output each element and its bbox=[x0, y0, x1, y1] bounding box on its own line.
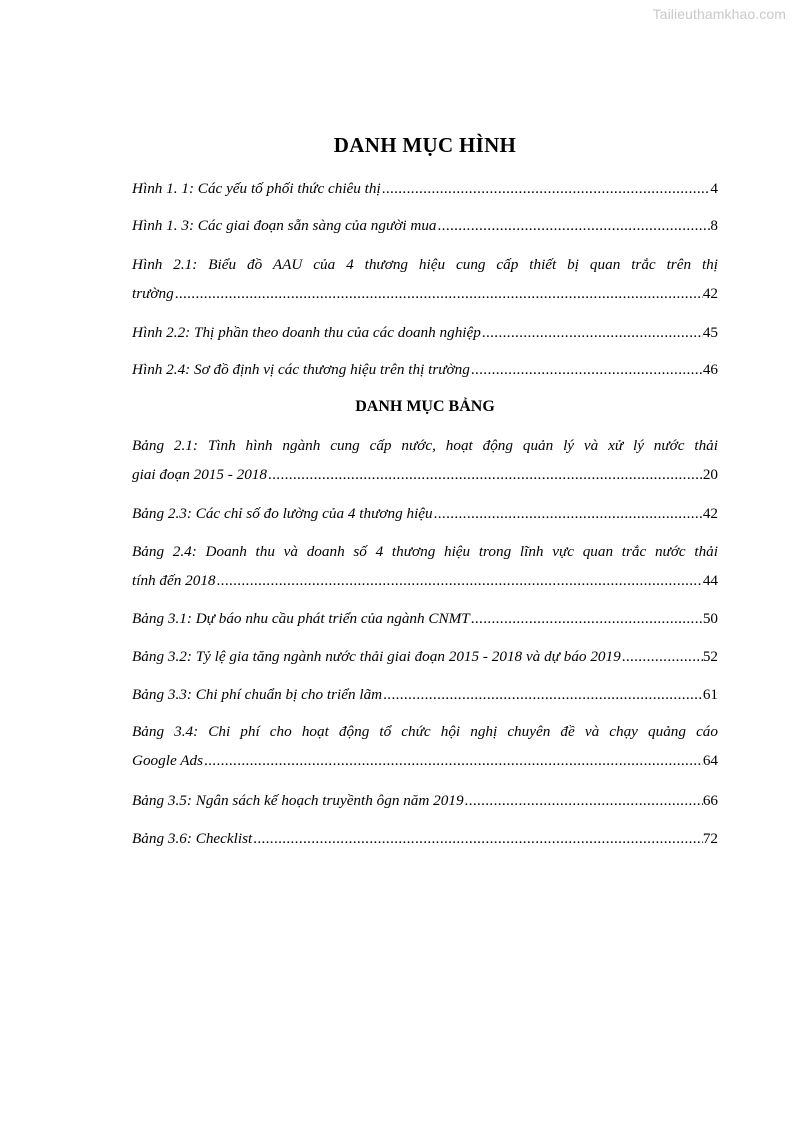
entry-title: Hình 2.2: Thị phần theo doanh thu của các doanh nghiệp bbox=[132, 324, 481, 341]
table-entry-2-3[interactable] bbox=[132, 499, 718, 528]
figure-entry-1-3[interactable] bbox=[132, 211, 718, 240]
entry-title-line2: trường bbox=[132, 285, 174, 302]
entry-title: Bảng 3.6: Checklist bbox=[132, 830, 253, 847]
figures-list-title: DANH MỤC HÌNH bbox=[333, 133, 517, 157]
dot-leader bbox=[621, 642, 703, 671]
entry-title: Bảng 3.5: Ngân sách kế hoạch truyềnth ôgn năm 2019 bbox=[132, 792, 464, 809]
entry-title: Hình 1. 3: Các giai đoạn sẵn sàng của người mua bbox=[132, 217, 437, 234]
table-entry-2-1[interactable] bbox=[132, 431, 718, 489]
entry-title: Hình 1. 1: Các yếu tố phối thức chiêu thị bbox=[132, 180, 381, 197]
dot-leader bbox=[203, 746, 703, 775]
page-number: 42 bbox=[702, 285, 718, 302]
table-entry-3-1[interactable] bbox=[132, 604, 718, 633]
entry-title: Bảng 3.2: Tỷ lệ gia tăng ngành nước thải giai đoạn 2015 - 2018 và dự báo 2019 bbox=[132, 648, 621, 665]
page-number: 61 bbox=[702, 686, 718, 703]
dot-leader bbox=[252, 824, 703, 853]
page-number: 72 bbox=[702, 830, 718, 847]
dot-leader bbox=[437, 211, 711, 240]
page-number: 20 bbox=[702, 466, 718, 483]
entry-title-line2: tính đến 2018 bbox=[132, 572, 216, 589]
page-number: 64 bbox=[702, 752, 718, 769]
tables-list-title: DANH MỤC BẢNG bbox=[355, 398, 495, 415]
dot-leader bbox=[481, 318, 703, 347]
table-entry-3-6[interactable] bbox=[132, 824, 718, 853]
entry-title: Bảng 3.1: Dự báo nhu cầu phát triển của ngành CNMT bbox=[132, 610, 470, 627]
entry-title: Bảng 2.3: Các chỉ số đo lường của 4 thương hiệu bbox=[132, 505, 433, 522]
table-entry-3-5[interactable] bbox=[132, 786, 718, 815]
dot-leader bbox=[464, 786, 703, 815]
entry-title-line1: Bảng 2.1: Tình hình ngành cung cấp nước, hoạt động quản lý và xử lý nước thải bbox=[132, 437, 718, 454]
figure-entry-2-4[interactable] bbox=[132, 355, 718, 384]
table-entry-3-4[interactable] bbox=[132, 717, 718, 775]
entry-title-line1: Bảng 3.4: Chi phí cho hoạt động tổ chức hội nghị chuyên đề và chạy quảng cáo bbox=[132, 723, 718, 740]
entry-title: Bảng 3.3: Chi phí chuẩn bị cho triển lãm bbox=[132, 686, 383, 703]
page-number: 52 bbox=[702, 648, 718, 665]
table-entry-2-4[interactable] bbox=[132, 537, 718, 595]
table-entry-3-2[interactable] bbox=[132, 642, 718, 671]
entry-title-line2: giai đoạn 2015 - 2018 bbox=[132, 466, 267, 483]
dot-leader bbox=[433, 499, 703, 528]
dot-leader bbox=[382, 680, 703, 709]
table-entry-3-3[interactable] bbox=[132, 680, 718, 709]
page-number: 42 bbox=[702, 505, 718, 522]
dot-leader bbox=[470, 604, 703, 633]
page-number: 46 bbox=[702, 361, 718, 378]
entry-title-line1: Bảng 2.4: Doanh thu và doanh số 4 thương hiệu trong lĩnh vực quan trắc nước thải bbox=[132, 543, 718, 560]
dot-leader bbox=[267, 460, 703, 489]
entry-title-line1: Hình 2.1: Biểu đồ AAU của 4 thương hiệu cung cấp thiết bị quan trắc trên thị bbox=[132, 256, 718, 273]
figure-entry-2-2[interactable] bbox=[132, 318, 718, 347]
figure-entry-2-1[interactable] bbox=[132, 250, 718, 308]
page-number: 4 bbox=[710, 180, 718, 197]
page-number: 45 bbox=[702, 324, 718, 341]
entry-title: Hình 2.4: Sơ đồ định vị các thương hiệu trên thị trường bbox=[132, 361, 470, 378]
watermark: Tailieuthamkhao.com bbox=[652, 6, 786, 22]
dot-leader bbox=[470, 355, 703, 384]
figure-entry-1-1[interactable] bbox=[132, 174, 718, 203]
dot-leader bbox=[174, 279, 703, 308]
entry-title-line2: Google Ads bbox=[132, 752, 204, 769]
dot-leader bbox=[381, 174, 711, 203]
page-number: 8 bbox=[710, 217, 718, 234]
page-number: 44 bbox=[702, 572, 718, 589]
dot-leader bbox=[216, 566, 703, 595]
page-number: 50 bbox=[702, 610, 718, 627]
page-number: 66 bbox=[702, 792, 718, 809]
